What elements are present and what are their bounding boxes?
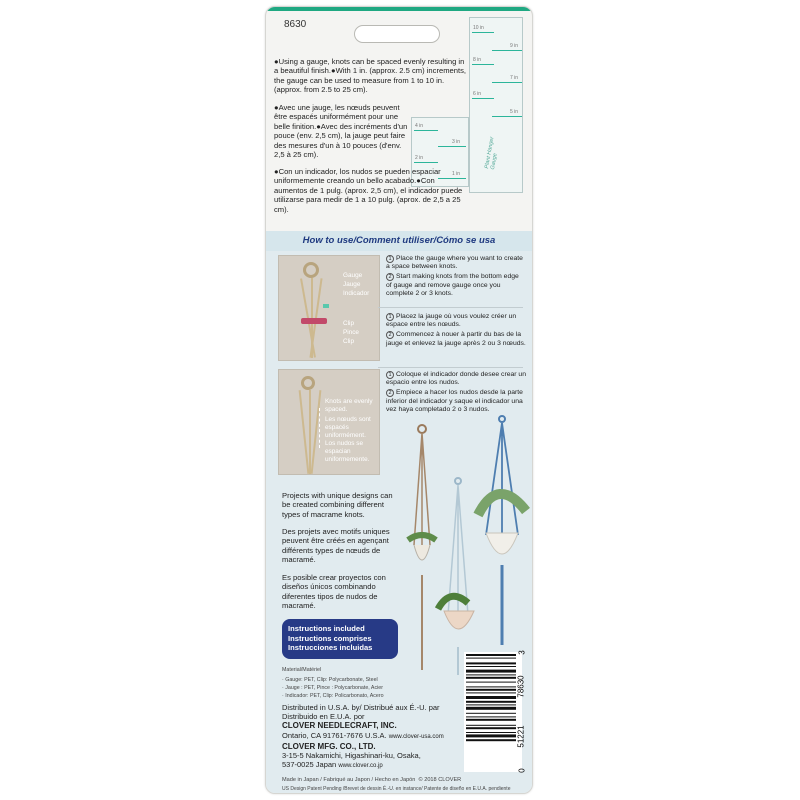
barcode-bar — [466, 713, 516, 714]
gauge-mark: 3 in — [452, 139, 461, 145]
step-item: 1 Coloque el indicador donde desee crear un espacio entre los nudos. — [386, 371, 526, 387]
gauge-mark: 10 in — [473, 25, 484, 31]
barcode-bar — [466, 707, 516, 710]
projects-fr: Des projets avec motifs uniques peuvent être créés en agençant différents types de nœuds de macramé. — [282, 527, 390, 565]
intro-es: ●Con un indicador, los nudos se pueden espaciar uniformemente creando un bello acabado.●Con aumentos de 1 pulg. (aprox. 2,5 cm), el indicador puede utilizarse para medir de 1 a 10 pulg. (aprox. de 2,5 a 25 cm). — [274, 167, 463, 214]
gauge-mark: 6 in — [473, 91, 482, 97]
step-item: 1 Placez la jauge où vous voulez créer un espace entre les nœuds. — [386, 313, 517, 329]
projects-en: Projects with unique designs can be created combining different types of macrame knots. — [282, 491, 393, 519]
photo1-label: Clip — [343, 338, 355, 345]
barcode-bar — [466, 704, 516, 705]
plant-hangers-illustration — [394, 415, 533, 675]
hang-hole — [354, 25, 440, 43]
barcode-bar — [466, 658, 516, 659]
barcode-bar — [466, 666, 516, 667]
steps-en — [386, 255, 526, 298]
photo1-label: Clip — [343, 320, 355, 327]
barcode-bar — [466, 677, 516, 679]
barcode-bar — [466, 701, 516, 703]
barcode-bar — [466, 674, 516, 675]
step-number: 2 — [386, 273, 394, 281]
barcode-digit: 3 — [517, 650, 527, 655]
barcode-bar — [466, 734, 516, 737]
steps-es — [386, 371, 526, 414]
made-in: Made in Japan / Fabriqué au Japon / Hecho en Japón © 2018 CLOVER — [282, 777, 462, 783]
barcode — [464, 652, 522, 772]
barcode-digit: 51221 — [516, 725, 526, 748]
step-item: 2 Commencez à nouer à partir du bas de la jauge et enlevez la jauge après 2 ou 3 nœuds. — [386, 331, 526, 347]
step-number: 1 — [386, 313, 394, 321]
photo2-label-en: Knots are evenly spaced. — [325, 398, 373, 413]
product-code: 8630 — [284, 19, 307, 30]
barcode-digit: 78630 — [516, 675, 526, 698]
photo2-label-es: Los nudos se espacian uniformemente. — [325, 440, 370, 463]
gauge-mark: 9 in — [510, 43, 519, 49]
how-to-title: How to use/Comment utiliser/Cómo se usa — [302, 235, 496, 246]
distribution-block: Distributed in U.S.A. by/ Distribué aux É.-U. par Distribuido en E.U.A. por CLOVER NEEDLECRAFT, INC. Ontario, CA 91761-7676 U.S.A. www.clover-usa.com CLOVER MFG. CO., LTD. 3-15-5 Nakamichi, Higashinari-ku, Osaka, 537-0025 Japan www.clover.co.jp — [282, 703, 444, 770]
step-number: 1 — [386, 255, 394, 263]
photo-even-knots — [278, 369, 380, 475]
barcode-bar — [466, 692, 516, 693]
barcode-digit: 0 — [517, 768, 527, 773]
barcode-bar — [466, 654, 516, 656]
gauge-mark: 1 in — [452, 171, 461, 177]
intro-en: ●Using a gauge, knots can be spaced evenly resulting in a beautiful finish.●With 1 in. (approx. 2.5 cm) increments, the gauge can be used to measure from 1 to 10 in. (approx. from 2.5 to 25 cm). — [274, 57, 466, 95]
how-to-band — [266, 231, 532, 251]
barcode-bar — [466, 682, 516, 683]
material-line: · Gauge: PET, Clip: Polycarbonate, Steel — [282, 677, 378, 683]
barcode-bar — [466, 689, 516, 691]
barcode-bar — [466, 727, 516, 729]
website-link: www.clover.co.jp — [338, 763, 383, 770]
gauge-mark: 7 in — [510, 75, 519, 81]
barcode-digits — [516, 648, 534, 776]
gauge-mark: 4 in — [415, 123, 424, 129]
photo1-label: Jauge — [343, 281, 361, 288]
steps-fr — [386, 313, 526, 348]
gauge-mark: 2 in — [415, 155, 424, 161]
barcode-bar — [466, 686, 516, 687]
material-line: · Indicador: PET, Clip: Policarbonato, Acero — [282, 693, 384, 699]
top-accent-strip — [266, 7, 532, 11]
photo1-label: Indicador — [343, 290, 370, 297]
step-item: 2 Empiece a hacer los nudos desde la parte inferior del indicador y saque el indicador una vez haya completado 2 o 3 nudos. — [386, 389, 523, 413]
material-line: · Jauge : PET, Pince : Polycarbonate, Acier — [282, 685, 383, 691]
photo-gauge-clip — [278, 255, 380, 361]
photo2-label-fr: Les nœuds sont espacés uniformément. — [325, 416, 371, 439]
photo1-label: Pince — [343, 329, 359, 336]
step-number: 2 — [386, 331, 394, 339]
step-item: 1 Place the gauge where you want to create a space between knots. — [386, 255, 523, 271]
step-item: 2 Start making knots from the bottom edge of gauge and remove gauge once you complete 2 or 3 knots. — [386, 273, 519, 297]
barcode-bar — [466, 739, 516, 741]
step-number: 1 — [386, 371, 394, 379]
divider — [378, 307, 523, 308]
material-title: Material/Matériel — [282, 667, 322, 673]
barcode-bar — [466, 725, 516, 726]
gauge-mark: 8 in — [473, 57, 482, 63]
gauge-large — [469, 17, 523, 193]
intro-fr: ●Avec une jauge, les nœuds peuvent être espacés uniformément pour une belle finition.●Avec des incréments d'un pouce (env. 2,5 cm), la jauge peut faire des mesures d'un à 10 pouces (d'env. 2,5 à 25 cm). — [274, 103, 408, 160]
divider — [378, 367, 523, 368]
projects-es: Es posible crear proyectos con diseños únicos combinando diferentes tipos de nudos de macramé. — [282, 573, 386, 611]
barcode-bar — [466, 719, 516, 721]
photo1-label: Gauge — [343, 272, 363, 279]
barcode-bar — [466, 732, 516, 733]
barcode-bar — [466, 662, 516, 664]
gauge-mark: 5 in — [510, 109, 519, 115]
step-number: 2 — [386, 389, 394, 397]
gauge-label: Plant Hanger Gauge — [484, 136, 499, 171]
barcode-bar — [466, 716, 516, 717]
barcode-bar — [466, 696, 516, 699]
patent-note: US Design Patent Pending /Brevet de dessin É.-U. en instance/ Patente de diseño en E.U.A. pendiente — [282, 786, 511, 792]
instructions-badge: Instructions included Instructions comprises Instrucciones incluidas — [282, 619, 398, 659]
website-link: www.clover-usa.com — [388, 733, 444, 740]
barcode-bar — [466, 670, 516, 673]
